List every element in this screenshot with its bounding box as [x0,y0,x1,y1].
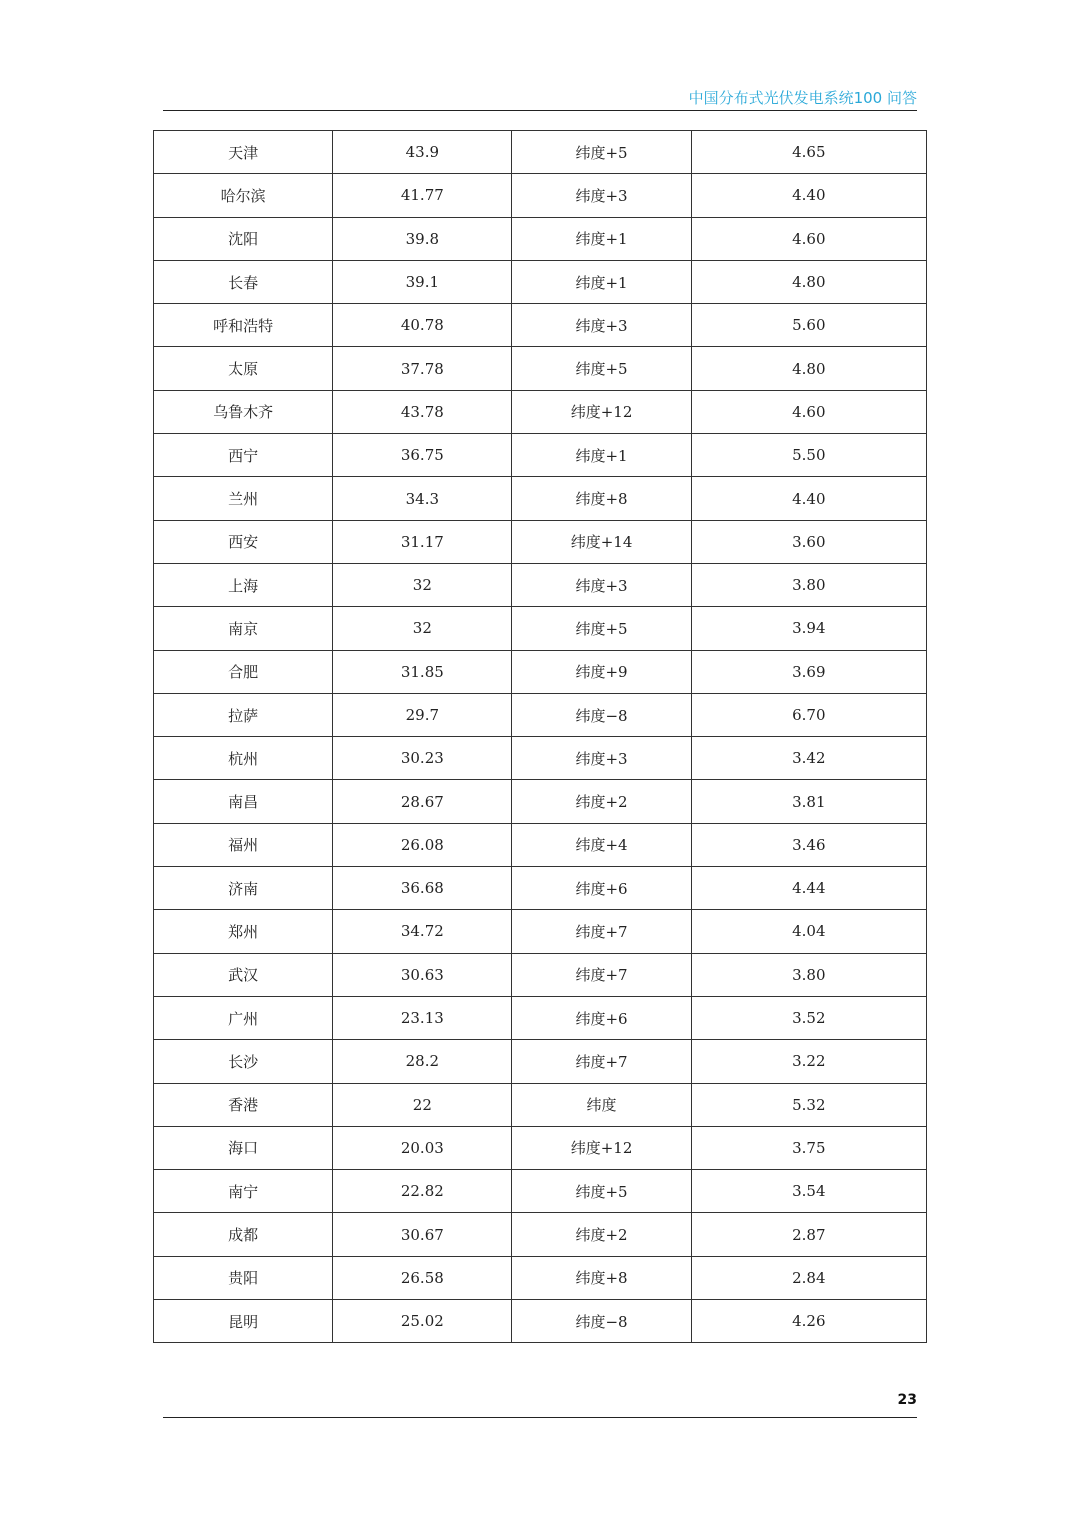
city-cell: 济南 [154,867,333,910]
tilt-angle-cell: 纬度+1 [512,217,691,260]
latitude-cell: 28.67 [333,780,512,823]
tilt-angle-cell: 纬度+5 [512,131,691,174]
value-cell: 4.04 [691,910,926,953]
city-cell: 海口 [154,1126,333,1169]
city-cell: 上海 [154,563,333,606]
tilt-angle-cell: 纬度+5 [512,1170,691,1213]
value-cell: 4.26 [691,1300,926,1343]
latitude-cell: 37.78 [333,347,512,390]
value-cell: 4.44 [691,867,926,910]
tilt-angle-cell: 纬度+2 [512,780,691,823]
table-row [154,260,927,303]
city-cell: 太原 [154,347,333,390]
table-row [154,347,927,390]
table-row [154,953,927,996]
latitude-cell: 32 [333,563,512,606]
value-cell: 5.50 [691,434,926,477]
table-row [154,217,927,260]
table-row [154,910,927,953]
table-row [154,390,927,433]
value-cell: 3.75 [691,1126,926,1169]
tilt-angle-cell: 纬度+3 [512,174,691,217]
tilt-angle-cell: 纬度+4 [512,823,691,866]
value-cell: 3.81 [691,780,926,823]
latitude-cell: 23.13 [333,996,512,1039]
city-cell: 天津 [154,131,333,174]
latitude-cell: 36.68 [333,867,512,910]
tilt-angle-cell: 纬度+12 [512,1126,691,1169]
latitude-cell: 41.77 [333,174,512,217]
latitude-cell: 26.58 [333,1256,512,1299]
latitude-cell: 39.8 [333,217,512,260]
latitude-cell: 26.08 [333,823,512,866]
tilt-angle-cell: 纬度+7 [512,953,691,996]
table-row [154,477,927,520]
value-cell: 3.54 [691,1170,926,1213]
value-cell: 3.52 [691,996,926,1039]
latitude-cell: 40.78 [333,304,512,347]
tilt-angle-cell: 纬度+7 [512,1040,691,1083]
latitude-cell: 36.75 [333,434,512,477]
value-cell: 3.80 [691,563,926,606]
latitude-cell: 22.82 [333,1170,512,1213]
table-row [154,1126,927,1169]
value-cell: 3.69 [691,650,926,693]
page-number: 23 [897,1392,917,1408]
latitude-cell: 30.63 [333,953,512,996]
tilt-angle-cell: 纬度+1 [512,434,691,477]
value-cell: 4.60 [691,217,926,260]
value-cell: 4.40 [691,477,926,520]
table-row [154,1040,927,1083]
value-cell: 3.46 [691,823,926,866]
latitude-cell: 22 [333,1083,512,1126]
table-body [154,131,927,1343]
tilt-angle-cell: 纬度+6 [512,996,691,1039]
latitude-cell: 39.1 [333,260,512,303]
table-row [154,607,927,650]
city-cell: 南宁 [154,1170,333,1213]
city-cell: 成都 [154,1213,333,1256]
latitude-cell: 30.23 [333,737,512,780]
latitude-cell: 34.72 [333,910,512,953]
city-cell: 兰州 [154,477,333,520]
tilt-angle-cell: 纬度+1 [512,260,691,303]
tilt-angle-cell: 纬度+12 [512,390,691,433]
tilt-angle-cell: 纬度+6 [512,867,691,910]
tilt-angle-cell: 纬度+5 [512,347,691,390]
table-row [154,131,927,174]
tilt-angle-cell: 纬度 [512,1083,691,1126]
latitude-cell: 20.03 [333,1126,512,1169]
table-row [154,1213,927,1256]
latitude-cell: 32 [333,607,512,650]
table-row [154,304,927,347]
value-cell: 3.94 [691,607,926,650]
table-row [154,1083,927,1126]
city-cell: 武汉 [154,953,333,996]
table-row [154,1170,927,1213]
value-cell: 4.40 [691,174,926,217]
latitude-cell: 34.3 [333,477,512,520]
city-cell: 拉萨 [154,693,333,736]
header-divider [163,110,917,111]
city-cell: 贵阳 [154,1256,333,1299]
table-row [154,434,927,477]
city-cell: 香港 [154,1083,333,1126]
value-cell: 3.22 [691,1040,926,1083]
tilt-angle-cell: 纬度+3 [512,563,691,606]
tilt-angle-cell: 纬度+8 [512,1256,691,1299]
latitude-cell: 43.78 [333,390,512,433]
value-cell: 5.60 [691,304,926,347]
city-cell: 昆明 [154,1300,333,1343]
footer-divider [163,1417,917,1418]
city-cell: 西宁 [154,434,333,477]
latitude-cell: 25.02 [333,1300,512,1343]
value-cell: 4.80 [691,260,926,303]
tilt-angle-cell: 纬度−8 [512,693,691,736]
tilt-angle-cell: 纬度−8 [512,1300,691,1343]
latitude-cell: 28.2 [333,1040,512,1083]
tilt-angle-cell: 纬度+5 [512,607,691,650]
value-cell: 2.87 [691,1213,926,1256]
table-row [154,1300,927,1343]
value-cell: 3.80 [691,953,926,996]
table-row [154,737,927,780]
city-cell: 乌鲁木齐 [154,390,333,433]
city-cell: 南昌 [154,780,333,823]
city-cell: 杭州 [154,737,333,780]
page-header-title: 中国分布式光伏发电系统100 问答 [688,89,917,107]
tilt-angle-cell: 纬度+8 [512,477,691,520]
city-cell: 郑州 [154,910,333,953]
latitude-cell: 31.85 [333,650,512,693]
value-cell: 3.60 [691,520,926,563]
table-row [154,520,927,563]
city-cell: 呼和浩特 [154,304,333,347]
city-cell: 广州 [154,996,333,1039]
value-cell: 4.60 [691,390,926,433]
value-cell: 2.84 [691,1256,926,1299]
value-cell: 4.65 [691,131,926,174]
tilt-angle-cell: 纬度+14 [512,520,691,563]
city-cell: 西安 [154,520,333,563]
city-cell: 福州 [154,823,333,866]
table-row [154,823,927,866]
tilt-angle-cell: 纬度+3 [512,304,691,347]
value-cell: 3.42 [691,737,926,780]
tilt-angle-cell: 纬度+3 [512,737,691,780]
latitude-cell: 30.67 [333,1213,512,1256]
tilt-angle-cell: 纬度+7 [512,910,691,953]
table-row [154,650,927,693]
table-row [154,1256,927,1299]
table-row [154,563,927,606]
table-row [154,780,927,823]
table-row [154,867,927,910]
table-row [154,693,927,736]
value-cell: 5.32 [691,1083,926,1126]
city-cell: 长沙 [154,1040,333,1083]
value-cell: 4.80 [691,347,926,390]
table-row [154,996,927,1039]
city-cell: 哈尔滨 [154,174,333,217]
tilt-angle-cell: 纬度+2 [512,1213,691,1256]
latitude-cell: 29.7 [333,693,512,736]
city-cell: 合肥 [154,650,333,693]
city-cell: 南京 [154,607,333,650]
tilt-angle-cell: 纬度+9 [512,650,691,693]
city-cell: 长春 [154,260,333,303]
latitude-cell: 43.9 [333,131,512,174]
solar-data-table [153,130,927,1343]
latitude-cell: 31.17 [333,520,512,563]
city-cell: 沈阳 [154,217,333,260]
value-cell: 6.70 [691,693,926,736]
table-row [154,174,927,217]
